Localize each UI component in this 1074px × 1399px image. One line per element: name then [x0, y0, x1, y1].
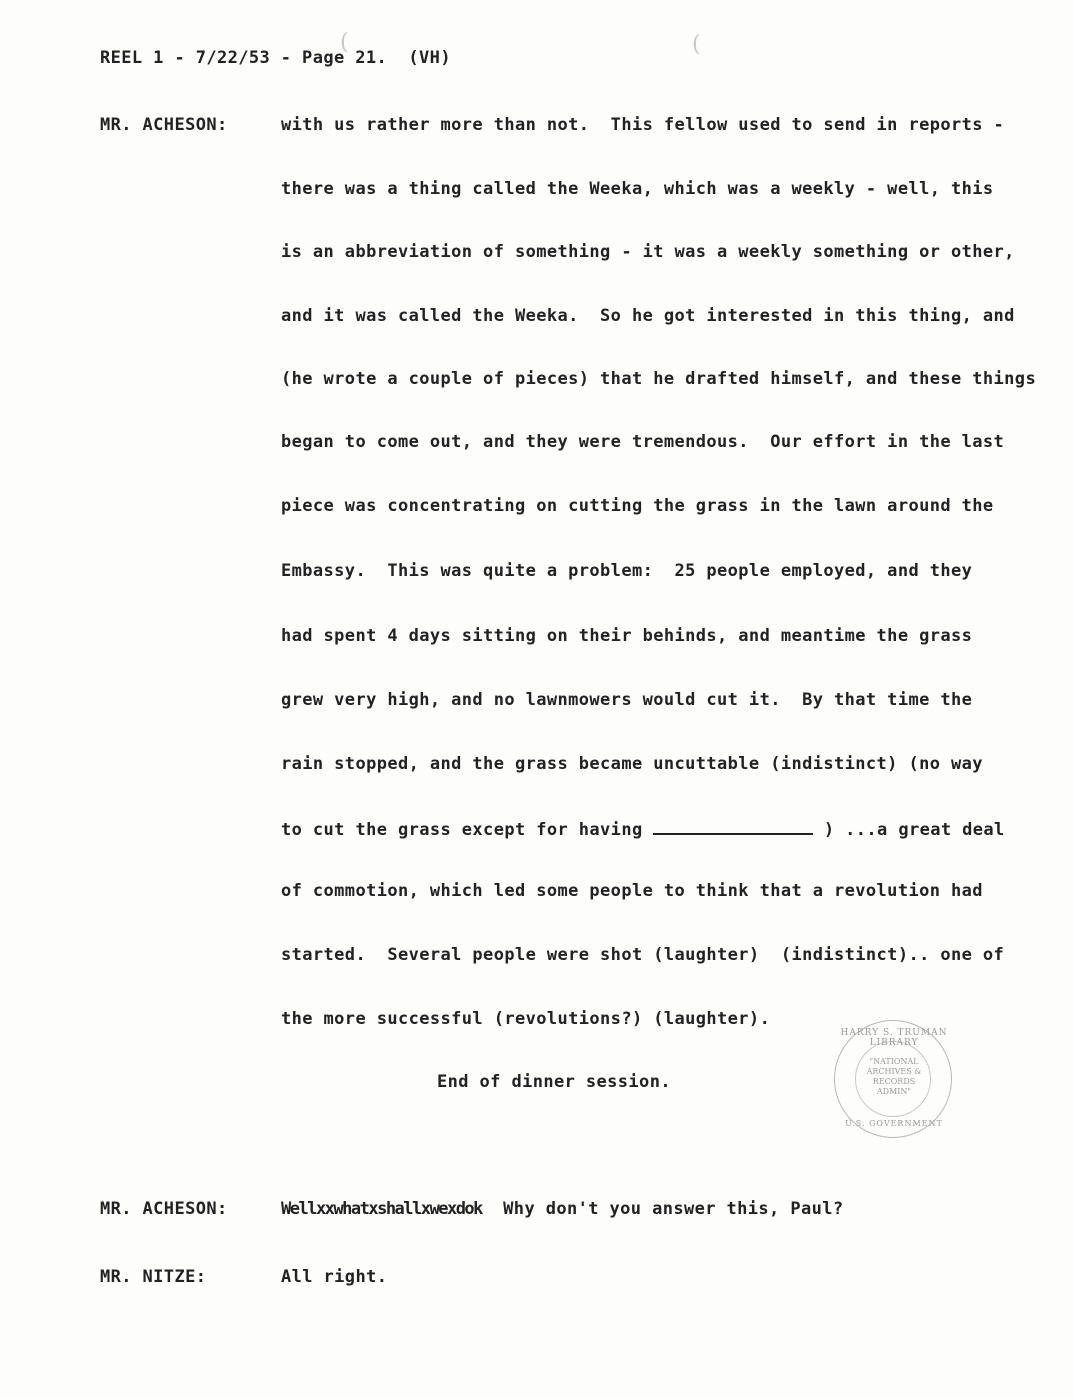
- body-line-with-blank: [281, 817, 1005, 841]
- stamp-center-text: "NATIONAL ARCHIVES & RECORDS ADMIN": [866, 1057, 922, 1096]
- speaker-label: MR. NITZE:: [100, 1267, 207, 1287]
- blank-line-text-after: ) ...a great deal: [813, 820, 1005, 840]
- body-line: there was a thing called the Weeka, which was a weekly - well, this: [281, 179, 994, 199]
- body-line: and it was called the Weeka. So he got interested in this thing, and: [281, 306, 1015, 326]
- body-line: began to come out, and they were tremendous. Our effort in the last: [281, 432, 1005, 452]
- body-line: started. Several people were shot (laughter) (indistinct).. one of: [281, 945, 1005, 965]
- struck-through-text: Wellxxwhatxshallxwexdok: [281, 1199, 482, 1219]
- speaker-label: MR. ACHESON:: [100, 1199, 228, 1219]
- body-line: rain stopped, and the grass became uncuttable (indistinct) (no way: [281, 754, 983, 774]
- body-line: of commotion, which led some people to think that a revolution had: [281, 881, 983, 901]
- page-header: REEL 1 - 7/22/53 - Page 21. (VH): [100, 48, 451, 68]
- session-end-note: End of dinner session.: [437, 1072, 671, 1092]
- page-mark: (: [340, 30, 349, 55]
- body-line: (he wrote a couple of pieces) that he drafted himself, and these things: [281, 369, 1037, 389]
- page-mark: (: [692, 32, 701, 57]
- body-line: had spent 4 days sitting on their behinds, and meantime the grass: [281, 626, 973, 646]
- body-line: is an abbreviation of something - it was a weekly something or other,: [281, 242, 1015, 262]
- blank-line-text-before: to cut the grass except for having: [281, 820, 654, 840]
- body-line: Embassy. This was quite a problem: 25 people employed, and they: [281, 561, 973, 581]
- blank-line: [653, 817, 813, 835]
- stamp-top-text: HARRY S. TRUMAN LIBRARY: [840, 1028, 948, 1048]
- exchange-line: [281, 1198, 844, 1220]
- exchange-text: All right.: [281, 1267, 388, 1287]
- speaker-label: MR. ACHESON:: [100, 115, 228, 135]
- body-line: the more successful (revolutions?) (laughter).: [281, 1009, 771, 1029]
- body-line: with us rather more than not. This fellow used to send in reports -: [281, 115, 1005, 135]
- body-line: piece was concentrating on cutting the grass in the lawn around the: [281, 496, 994, 516]
- exchange-text: Why don't you answer this, Paul?: [481, 1199, 844, 1219]
- body-line: grew very high, and no lawnmowers would cut it. By that time the: [281, 690, 973, 710]
- archive-stamp: [834, 1020, 952, 1138]
- stamp-bottom-text: U.S. GOVERNMENT: [845, 1119, 943, 1128]
